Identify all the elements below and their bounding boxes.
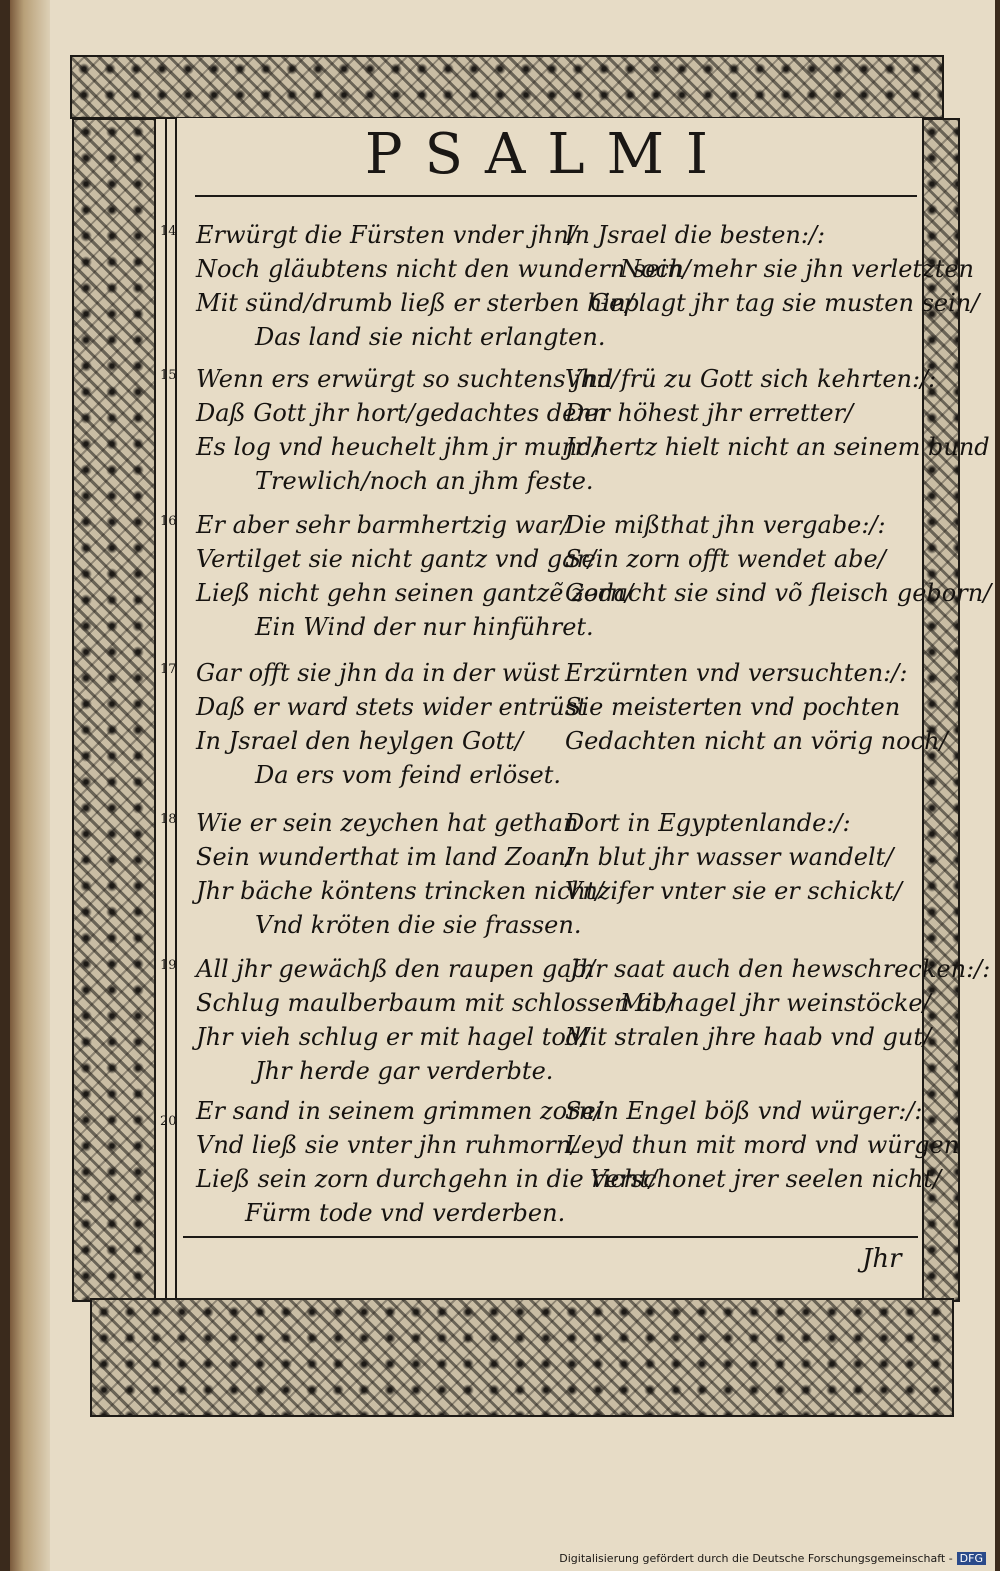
verse-line: Es log vnd heuchelt jhm jr mund/ — [196, 433, 601, 461]
verse-line: Gedachten nicht an vörig noch/ — [565, 727, 948, 755]
verse-line: Jhr vieh schlug er mit hagel tod/ — [196, 1023, 590, 1051]
verse-line: Geplagt jhr tag sie musten sein/ — [590, 289, 980, 317]
verse-number: 19 — [160, 958, 177, 973]
verse-number: 17 — [160, 662, 177, 677]
verse-line: Das land sie nicht erlangten. — [255, 323, 606, 351]
verse-line: Leyd thun mit mord vnd würgen — [565, 1131, 960, 1159]
title-rule — [195, 195, 917, 197]
page-title: PSALMI — [364, 122, 731, 187]
verse-line: Erzürnten vnd versuchten:/: — [565, 659, 908, 687]
verse-line: Trewlich/noch an jhm feste. — [255, 467, 594, 495]
verse-line: Vnd frü zu Gott sich kehrten:/: — [565, 365, 937, 393]
ornamental-border-bottom — [90, 1298, 954, 1417]
verse-line: Gar offt sie jhn da in der wüst — [196, 659, 560, 687]
verse-line: Da ers vom feind erlöset. — [255, 761, 561, 789]
page-gutter — [10, 0, 50, 1571]
verse-line: Ließ nicht gehn seinen gantzẽ zorn/ — [196, 579, 634, 607]
verse-number: 20 — [160, 1114, 177, 1129]
verse-line: Ein Wind der nur hinführet. — [255, 613, 594, 641]
verse-line: Mit hagel jhr weinstöcke/ — [620, 989, 931, 1017]
verse-line: Erwürgt die Fürsten vnder jhn/ — [196, 221, 577, 249]
bottom-rule — [183, 1236, 918, 1238]
verse-line: Mit stralen jhre haab vnd gut/ — [565, 1023, 932, 1051]
verse-line: Ließ sein zorn durchgehn in die richt/ — [196, 1165, 658, 1193]
verse-line: All jhr gewächß den raupen gab/ — [196, 955, 595, 983]
verse-line: Noch gläubtens nicht den wundern sein/ — [196, 255, 691, 283]
verse-line: Schlug maulberbaum mit schlossen ab/ — [196, 989, 675, 1017]
ornamental-border-top — [70, 55, 944, 119]
verse-line: Vnd ließ sie vnter jhn ruhmorn/ — [196, 1131, 580, 1159]
verse-line: Vnd kröten die sie frassen. — [255, 911, 582, 939]
verse-line: Jhr bäche köntens trincken nicht/ — [196, 877, 604, 905]
verse-line: Mit sünd/drumb ließ er sterben hin/ — [196, 289, 634, 317]
verse-line: Sie meisterten vnd pochten — [565, 693, 901, 721]
verse-line: Jr hertz hielt nicht an seinem bund — [565, 433, 990, 461]
verse-line: Sein zorn offt wendet abe/ — [565, 545, 886, 573]
verse-line: Sein wunderthat im land Zoan/ — [196, 843, 575, 871]
verse-line: Daß Gott jhr hort/gedachtes denn — [196, 399, 608, 427]
verse-line: Verschonet jrer seelen nicht/ — [590, 1165, 942, 1193]
verse-line: Er aber sehr barmhertzig war/ — [196, 511, 570, 539]
verse-number: 15 — [160, 368, 177, 383]
verse-line: Vertilget sie nicht gantz vnd gar/ — [196, 545, 597, 573]
verse-line: Jhr herde gar verderbte. — [255, 1057, 554, 1085]
verse-number: 18 — [160, 812, 177, 827]
verse-line: Wenn ers erwürgt so suchtens jhn/ — [196, 365, 620, 393]
verse-line: In Jsrael den heylgen Gott/ — [196, 727, 523, 755]
verse-line: Jhr saat auch den hewschrecken:/: — [570, 955, 991, 983]
catchword: Jhr — [862, 1244, 902, 1274]
verse-number: 14 — [160, 224, 177, 239]
credit-text: Digitalisierung gefördert durch die Deutsche Forschungsgemeinschaft - — [559, 1552, 953, 1565]
digitization-credit — [559, 1552, 986, 1565]
verse-line: Wie er sein zeychen hat gethan — [196, 809, 579, 837]
verse-line: Noch mehr sie jhn verletzten — [620, 255, 975, 283]
verse-number: 16 — [160, 514, 177, 529]
ornamental-border-left — [72, 118, 156, 1302]
dfg-logo: DFG — [957, 1552, 986, 1565]
verse-line: Vnzifer vnter sie er schickt/ — [565, 877, 902, 905]
verse-line: Gedacht sie sind võ fleisch geborn/ — [565, 579, 992, 607]
verse-line: Sein Engel böß vnd würger:/: — [565, 1097, 923, 1125]
verse-line: Dort in Egyptenlande:/: — [565, 809, 851, 837]
verse-line: Daß er ward stets wider entrüst — [196, 693, 587, 721]
verse-line: In blut jhr wasser wandelt/ — [565, 843, 894, 871]
verse-line: Fürm tode vnd verderben. — [245, 1199, 566, 1227]
verse-line: Der höhest jhr erretter/ — [565, 399, 854, 427]
verse-line: In Jsrael die besten:/: — [565, 221, 826, 249]
verse-line: Er sand in seinem grimmen zorn/ — [196, 1097, 603, 1125]
verse-line: Die mißthat jhn vergabe:/: — [565, 511, 886, 539]
